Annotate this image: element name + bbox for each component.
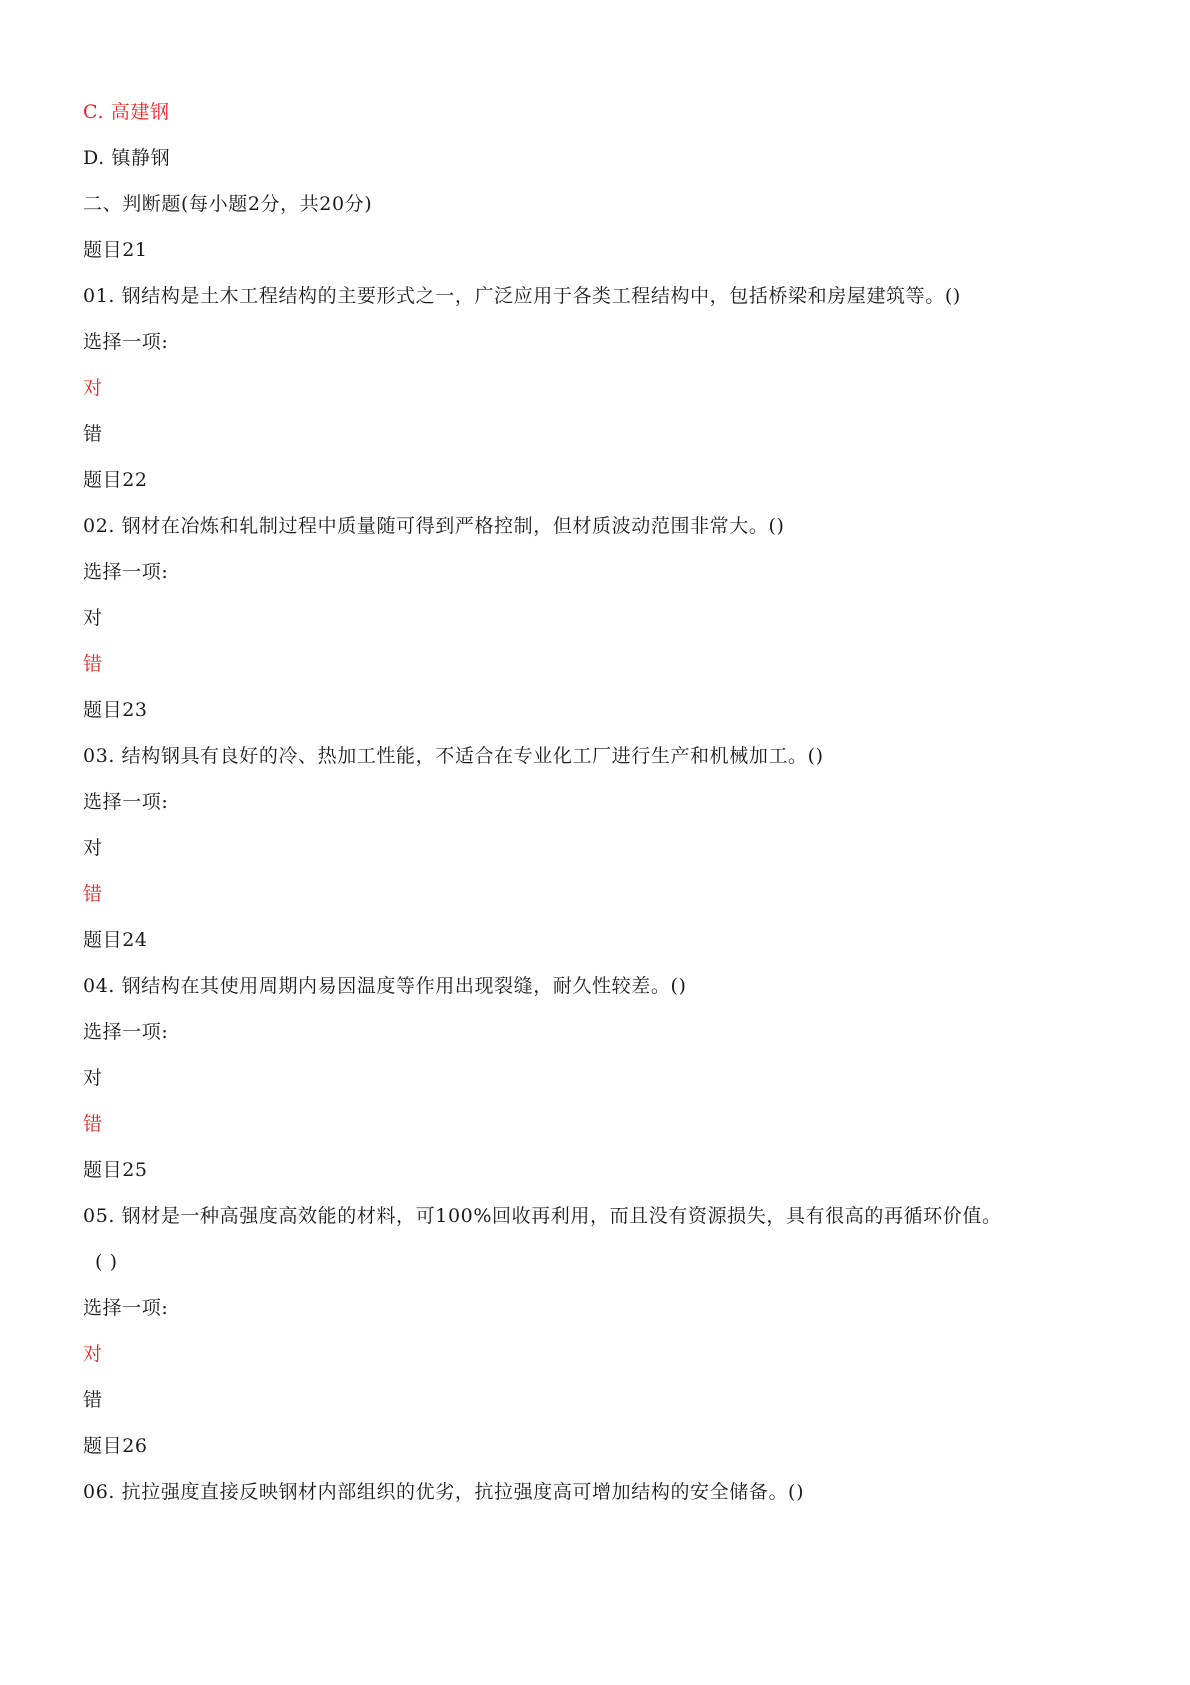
option-d-killed-steel: D. 镇静钢: [83, 147, 171, 169]
question-21-option-false: 错: [83, 423, 103, 445]
question-21-label: 题目21: [83, 239, 148, 261]
question-22-choose-one: 选择一项:: [83, 561, 169, 583]
question-22-label: 题目22: [83, 469, 148, 491]
question-21-choose-one: 选择一项:: [83, 331, 169, 353]
question-25-option-true: 对: [83, 1343, 103, 1365]
question-26-text: 06. 抗拉强度直接反映钢材内部组织的优劣，抗拉强度高可增加结构的安全储备。(): [83, 1481, 805, 1503]
question-23-choose-one: 选择一项:: [83, 791, 169, 813]
question-21-option-true: 对: [83, 377, 103, 399]
question-22-text: 02. 钢材在冶炼和轧制过程中质量随可得到严格控制，但材质波动范围非常大。(): [83, 515, 785, 537]
question-23-option-false: 错: [83, 883, 103, 905]
section-heading-true-false: 二、判断题(每小题2分，共20分): [83, 193, 373, 215]
question-23-label: 题目23: [83, 699, 148, 721]
question-25-option-false: 错: [83, 1389, 103, 1411]
question-25-text: 05. 钢材是一种高强度高效能的材料，可100%回收再利用，而且没有资源损失，具有很高的再循环价值。: [83, 1205, 1002, 1227]
question-25-blank-parens: ( ): [95, 1251, 118, 1273]
question-22-option-false: 错: [83, 653, 103, 675]
question-24-option-true: 对: [83, 1067, 103, 1089]
option-c-high-performance-steel: C. 高建钢: [83, 101, 170, 123]
question-24-label: 题目24: [83, 929, 148, 951]
question-22-option-true: 对: [83, 607, 103, 629]
question-25-label: 题目25: [83, 1159, 148, 1181]
question-21-text: 01. 钢结构是土木工程结构的主要形式之一，广泛应用于各类工程结构中，包括桥梁和房屋建筑等。(): [83, 285, 961, 307]
question-25-choose-one: 选择一项:: [83, 1297, 169, 1319]
question-24-option-false: 错: [83, 1113, 103, 1135]
question-26-label: 题目26: [83, 1435, 148, 1457]
question-23-text: 03. 结构钢具有良好的冷、热加工性能，不适合在专业化工厂进行生产和机械加工。(): [83, 745, 824, 767]
question-24-choose-one: 选择一项:: [83, 1021, 169, 1043]
question-23-option-true: 对: [83, 837, 103, 859]
question-24-text: 04. 钢结构在其使用周期内易因温度等作用出现裂缝，耐久性较差。(): [83, 975, 687, 997]
